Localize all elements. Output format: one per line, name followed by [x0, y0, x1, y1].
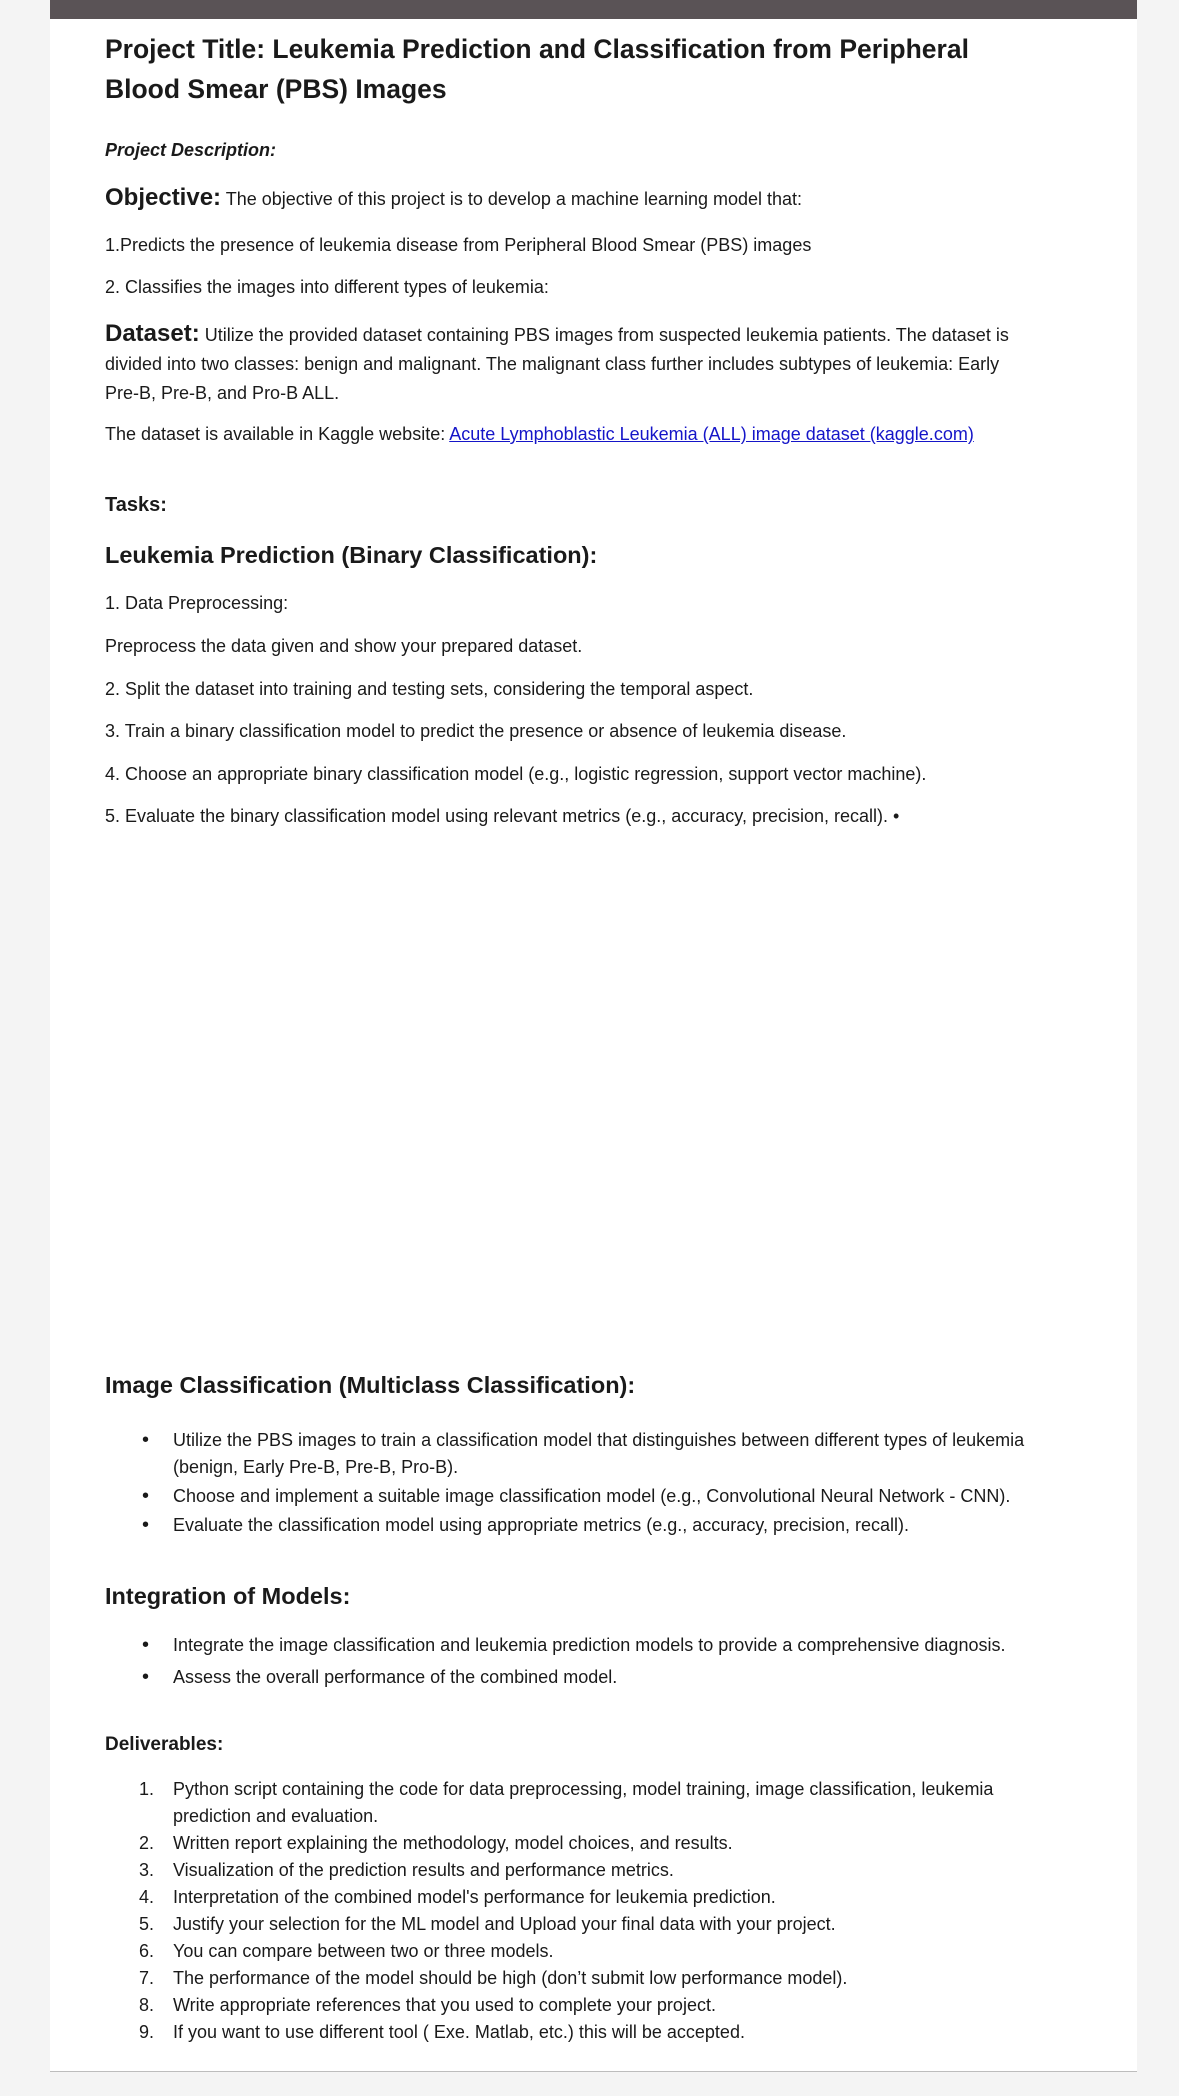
- deliverable-item: [105, 1830, 1035, 1857]
- deliverable-number: 9.: [139, 2022, 155, 2042]
- deliverables-list: [105, 1776, 1035, 2046]
- page-title: Project Title: Leukemia Prediction and Classification from Peripheral Blood Smear (PBS) Images: [105, 34, 969, 104]
- deliverable-text: Python script containing the code for data preprocessing, model training, image classification, leukemia prediction and evaluation.: [173, 1779, 994, 1826]
- deliverable-number: 7.: [139, 1968, 155, 1988]
- deliverable-number: 8.: [139, 1995, 155, 2015]
- integration-heading: Integration of Models:: [105, 1583, 351, 1609]
- window-top-bar: [50, 0, 1137, 19]
- objective-item: 2. Classifies the images into different types of leukemia:: [105, 277, 549, 297]
- deliverable-text: Write appropriate references that you used to complete your project.: [173, 1995, 716, 2015]
- objective-paragraph: [105, 184, 1035, 213]
- integration-list: [105, 1632, 1035, 1693]
- deliverable-text: Visualization of the prediction results and performance metrics.: [173, 1860, 674, 1880]
- deliverable-item: [105, 1992, 1035, 2019]
- deliverable-number: 1.: [139, 1779, 155, 1799]
- list-item: • Utilize the PBS images to train a classification model that distinguishes between different types of leukemia (benign, Early Pre-B, Pre-B, Pro-B).: [105, 1427, 1035, 1481]
- deliverable-number: 2.: [139, 1833, 155, 1853]
- binary-item: 3. Train a binary classification model to predict the presence or absence of leukemia disease.: [105, 721, 847, 741]
- dataset-availability: The dataset is available in Kaggle website: Acute Lymphoblastic Leukemia (ALL) image dataset (kaggle.com): [105, 424, 974, 444]
- binary-item: 2. Split the dataset into training and testing sets, considering the temporal aspect.: [105, 679, 754, 699]
- objective-text: The objective of this project is to develop a machine learning model that:: [221, 189, 803, 209]
- list-item: • Evaluate the classification model using appropriate metrics (e.g., accuracy, precision, recall).: [105, 1512, 1035, 1539]
- dataset-label: Dataset:: [105, 320, 200, 347]
- deliverable-item: [105, 1776, 1035, 1830]
- deliverables-heading: Deliverables:: [105, 1734, 224, 1755]
- list-item: • Integrate the image classification and leukemia prediction models to provide a comprehensive diagnosis.: [105, 1632, 1035, 1659]
- deliverable-text: The performance of the model should be high (don’t submit low performance model).: [173, 1968, 848, 1988]
- objective-label: Objective:: [105, 184, 222, 211]
- deliverable-number: 5.: [139, 1914, 155, 1934]
- deliverable-item: [105, 1938, 1035, 1965]
- document-header: [105, 29, 1035, 109]
- multiclass-heading: Image Classification (Multiclass Classification):: [105, 1372, 636, 1398]
- tasks-heading: Tasks:: [105, 494, 167, 516]
- binary-heading: Leukemia Prediction (Binary Classification):: [105, 542, 598, 568]
- deliverable-text: Written report explaining the methodology, model choices, and results.: [173, 1833, 733, 1853]
- deliverable-item: [105, 1911, 1035, 1938]
- deliverable-text: If you want to use different tool ( Exe. Matlab, etc.) this will be accepted.: [173, 2022, 745, 2042]
- binary-item: 4. Choose an appropriate binary classification model (e.g., logistic regression, support vector machine).: [105, 764, 927, 784]
- deliverable-number: 6.: [139, 1941, 155, 1961]
- deliverable-text: Justify your selection for the ML model and Upload your final data with your project.: [173, 1914, 836, 1934]
- binary-item: Preprocess the data given and show your prepared dataset.: [105, 636, 583, 656]
- dataset-text: Utilize the provided dataset containing PBS images from suspected leukemia patients. The dataset is divided into two classes: benign and malignant. The malignant class further includes subtypes of leukemia: Early Pre-B, Pre-B, and Pro-B ALL.: [105, 325, 1009, 403]
- deliverable-item: [105, 1884, 1035, 1911]
- binary-item: 5. Evaluate the binary classification model using relevant metrics (e.g., accuracy, precision, recall). •: [105, 806, 900, 826]
- project-description-label: Project Description:: [105, 140, 277, 160]
- deliverable-item: [105, 1965, 1035, 1992]
- kaggle-dataset-link[interactable]: Acute Lymphoblastic Leukemia (ALL) image dataset (kaggle.com): [449, 424, 974, 444]
- list-item: • Choose and implement a suitable image classification model (e.g., Convolutional Neural Network - CNN).: [105, 1483, 1035, 1510]
- page-bottom-border: [50, 2071, 1137, 2072]
- deliverable-number: 4.: [139, 1887, 155, 1907]
- dataset-paragraph: [105, 320, 1035, 409]
- deliverable-text: You can compare between two or three models.: [173, 1941, 554, 1961]
- multiclass-list: [105, 1427, 1035, 1541]
- deliverable-item: [105, 1857, 1035, 1884]
- list-item: • Assess the overall performance of the combined model.: [105, 1664, 1035, 1691]
- deliverable-item: [105, 2019, 1035, 2046]
- objective-item: 1.Predicts the presence of leukemia disease from Peripheral Blood Smear (PBS) images: [105, 235, 812, 255]
- deliverable-number: 3.: [139, 1860, 155, 1880]
- deliverable-text: Interpretation of the combined model's performance for leukemia prediction.: [173, 1887, 776, 1907]
- binary-item: 1. Data Preprocessing:: [105, 593, 289, 613]
